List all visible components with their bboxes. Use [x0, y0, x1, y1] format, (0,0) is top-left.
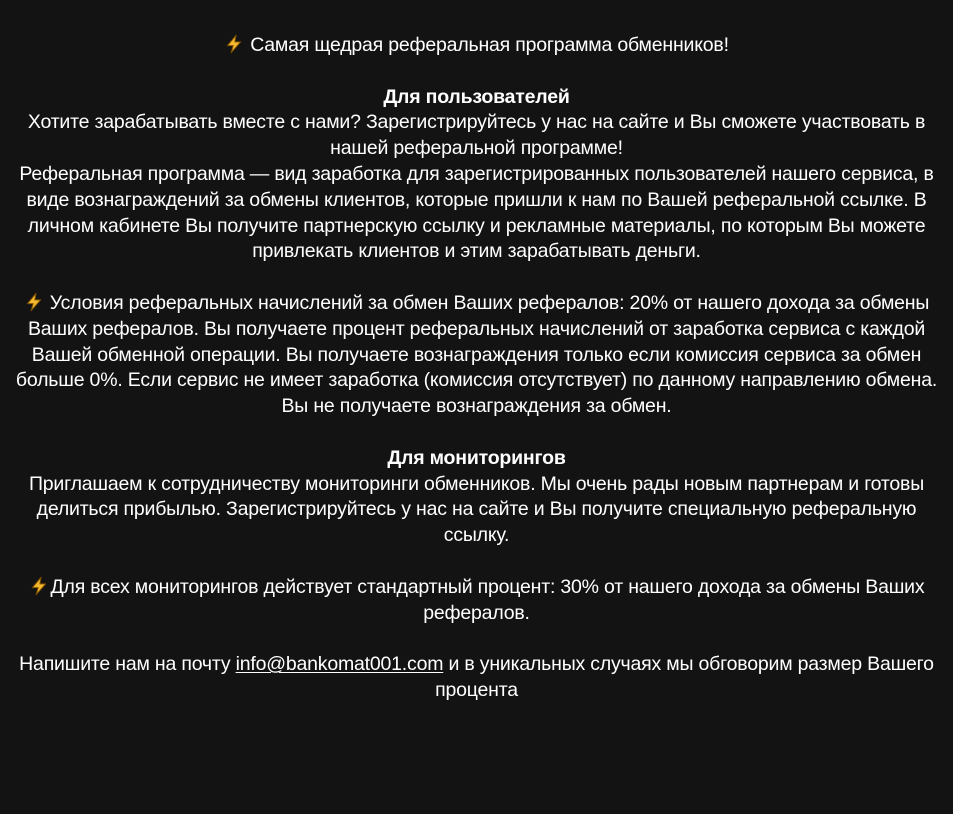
spacer	[12, 265, 941, 291]
lightning-bolt-icon	[24, 292, 44, 312]
lightning-bolt-icon	[29, 576, 49, 596]
monitors-standard-rate: Для всех мониторингов действует стандартный процент: 30% от нашего дохода за обмены Ваших рефералов.	[50, 575, 925, 624]
contact-text-after: и в уникальных случаях мы обговорим размер Вашего процента	[435, 653, 934, 701]
contact-text-before: Напишите нам на почту	[19, 653, 236, 676]
monitors-standard-rate-line	[12, 575, 941, 627]
intro-headline-line	[12, 33, 941, 59]
users-paragraph-description: Реферальная программа — вид заработка для зарегистрированных пользователей нашего сервиса, в виде вознаграждений за обмены клиентов, которые пришли к нам по Вашей реферальной ссылке. В личном кабинете Вы получите партнерскую ссылку и рекламные материалы, по которым Вы можете привлекать клиентов и этим зарабатывать деньги.	[19, 162, 934, 263]
spacer	[12, 549, 941, 575]
contact-line	[12, 652, 941, 704]
monitors-heading: Для мониторингов	[387, 446, 566, 469]
users-paragraph-invite: Хотите зарабатывать вместе с нами? Зарегистрируйтесь у нас на сайте и Вы сможете участвовать в нашей реферальной программе!	[27, 111, 926, 160]
email-link[interactable]: info@bankomat001.com	[235, 653, 444, 676]
spacer	[12, 59, 941, 85]
intro-headline: Самая щедрая реферальная программа обменников!	[250, 34, 729, 56]
users-heading: Для пользователей	[383, 85, 570, 108]
monitors-paragraph: Приглашаем к сотрудничеству мониторинги обменников. Мы очень рады новым партнерам и готовы делиться прибылью. Зарегистрируйтесь у нас на сайте и Вы получите специальную реферальную ссылку.	[28, 472, 925, 547]
spacer	[12, 420, 941, 446]
users-conditions-line	[12, 291, 941, 420]
spacer	[12, 626, 941, 652]
users-conditions: Условия реферальных начислений за обмен Ваших рефералов: 20% от нашего дохода за обмены Ваших рефералов. Вы получаете процент реферальных начислений от заработка сервиса с каждой Вашей обменной операции. Вы получаете вознаграждения только если комиссия сервиса за обмен больше 0%. Если сервис не имеет заработка (комиссия отсутствует) по данному направлению обмена. Вы не получаете вознаграждения за обмен.	[15, 291, 938, 418]
lightning-bolt-icon	[224, 34, 244, 54]
